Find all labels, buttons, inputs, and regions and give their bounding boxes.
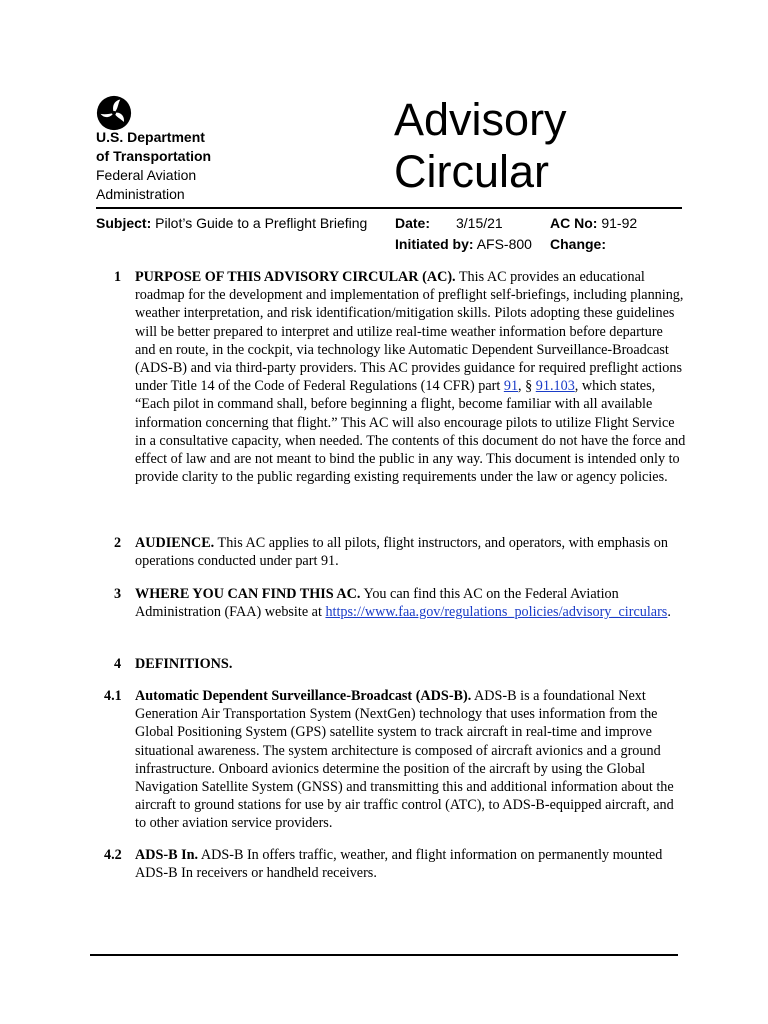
section-text: WHERE YOU CAN FIND THIS AC. You can find this AC on the Federal Aviation Administration (FAA) website at https://www.faa.gov/regulations_policies/advisory_circulars. <box>135 586 671 621</box>
section-text: AUDIENCE. This AC applies to all pilots, flight instructors, and operators, with emphasis on operations conducted under part 91. <box>135 535 668 570</box>
section-3 <box>96 585 686 621</box>
section-heading: AUDIENCE. <box>135 535 215 551</box>
section-number: 4.1 <box>104 688 122 704</box>
section-4 <box>96 655 686 673</box>
initiated-by-label: Initiated by: <box>395 236 474 252</box>
section-number: 3 <box>114 586 122 602</box>
initiated-by-field <box>395 235 532 253</box>
footer-divider <box>90 954 678 956</box>
change-field <box>550 235 606 253</box>
section-heading: ADS-B In. <box>135 847 199 863</box>
change-label: Change: <box>550 236 606 252</box>
section-text: Automatic Dependent Surveillance-Broadcast (ADS-B). ADS-B is a foundational Next Generation Air Transportation System (NextGen) technology that uses information from the Global Positioning System (GPS) satellite system to track aircraft in real-time and improve situational awareness. The system architecture is composed of aircraft avionics and a ground infrastructure. Onboard avionics determine the position of the aircraft by using the Global Navigation Satellite System (GNSS) and transmitting this and additional information about the aircraft to ground stations for use by air traffic control (ATC), to ADS-B-equipped aircraft, and to other aviation service providers. <box>135 688 674 832</box>
dept-line-1: U.S. Department <box>96 129 205 145</box>
title-line-1: Advisory <box>394 94 567 145</box>
section-4-2 <box>96 846 686 882</box>
document-title <box>394 94 567 198</box>
link-part-91[interactable]: 91 <box>503 378 519 395</box>
subject-value: Pilot’s Guide to a Preflight Briefing <box>155 215 368 231</box>
agency-line-2: Administration <box>96 186 185 202</box>
agency-line-1: Federal Aviation <box>96 167 197 183</box>
section-heading: WHERE YOU CAN FIND THIS AC. <box>135 586 361 602</box>
header-divider <box>96 207 682 209</box>
date-value: 3/15/21 <box>456 215 503 231</box>
section-heading: DEFINITIONS. <box>135 656 233 672</box>
section-heading: Automatic Dependent Surveillance-Broadcast (ADS-B). <box>135 688 472 704</box>
section-number: 2 <box>114 535 122 551</box>
section-number: 4.2 <box>104 847 122 863</box>
ac-number-value: 91-92 <box>601 215 638 231</box>
date-label: Date: <box>395 215 431 231</box>
title-line-2: Circular <box>394 146 550 197</box>
subject-label: Subject: <box>96 215 152 231</box>
section-1 <box>96 268 686 486</box>
ac-number-label: AC No: <box>550 215 598 231</box>
section-number: 1 <box>114 269 122 285</box>
subject-field <box>96 214 367 232</box>
section-text <box>135 655 686 673</box>
section-text: ADS-B In. ADS-B In offers traffic, weather, and flight information on permanently mounted ADS-B In receivers or handheld receivers. <box>135 847 663 882</box>
section-4-1 <box>96 687 686 833</box>
initiated-by-value: AFS-800 <box>476 236 532 252</box>
faa-ac-website-link[interactable]: https://www.faa.gov/regulations_policies/advisory_circulars <box>325 604 668 621</box>
agency-block <box>96 128 211 204</box>
dept-line-2: of Transportation <box>96 148 212 164</box>
dot-logo-icon <box>96 95 132 131</box>
section-number: 4 <box>114 656 122 672</box>
section-2 <box>96 534 686 570</box>
link-91-103[interactable]: 91.103 <box>535 378 575 395</box>
section-text: PURPOSE OF THIS ADVISORY CIRCULAR (AC). This AC provides an educational roadmap for the development and implementation of preflight self-briefings, including planning, weather interpretation, and risk identification/mitigation skills. Pilots adopting these guidelines will be better prepared to interpret and utilize real-time weather information before departure and en route, in the cockpit, via technology like Automatic Dependent Surveillance-Broadcast (ADS-B) and via third-party providers. This AC provides guidance for required preflight actions under Title 14 of the Code of Federal Regulations (14 CFR) part 91, § 91.103, which states, “Each pilot in command shall, before beginning a flight, become familiar with all available information concerning that flight.” This AC will also encourage pilots to utilize Flight Service in a consultative capacity, when needed. The contents of this document do not have the force and effect of law and are not meant to bind the public in any way. This document is intended only to provide clarity to the public regarding existing requirements under the law or agency policies. <box>135 269 686 486</box>
ac-number-field <box>550 214 637 232</box>
section-heading: PURPOSE OF THIS ADVISORY CIRCULAR (AC). <box>135 269 456 285</box>
